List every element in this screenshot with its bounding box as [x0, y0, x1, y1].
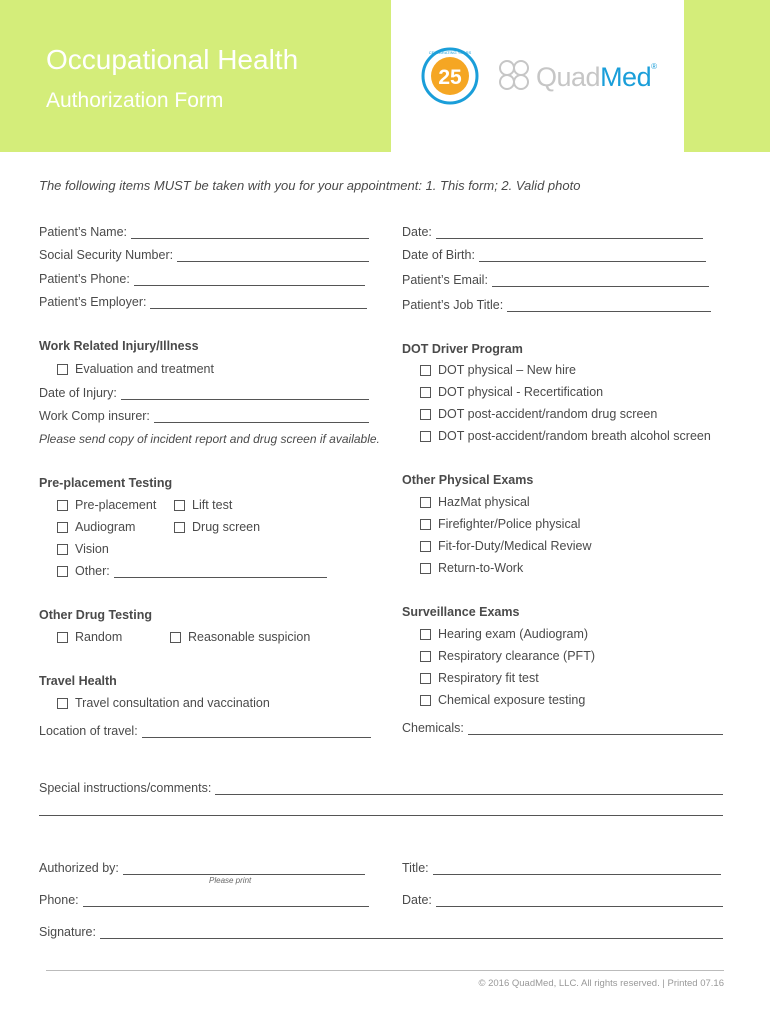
special-instructions-field[interactable]: Special instructions/comments: — [39, 781, 723, 795]
respiratory-clearance-checkbox[interactable]: Respiratory clearance (PFT) — [420, 649, 595, 663]
dot-new-hire-checkbox[interactable]: DOT physical – New hire — [420, 363, 576, 377]
dot-heading: DOT Driver Program — [402, 342, 523, 356]
header-band-right — [684, 0, 770, 152]
vision-checkbox[interactable]: Vision — [57, 542, 109, 556]
work-comp-insurer-field[interactable]: Work Comp insurer: — [39, 409, 369, 423]
patient-name-field[interactable]: Patient’s Name: — [39, 225, 369, 239]
travel-consultation-checkbox[interactable]: Travel consultation and vaccination — [57, 696, 270, 710]
checkbox-icon — [57, 698, 68, 709]
quadmed-symbol-icon — [496, 58, 534, 92]
evaluation-checkbox[interactable]: Evaluation and treatment — [57, 362, 214, 376]
checkbox-icon — [57, 522, 68, 533]
preplacement-checkbox[interactable]: Pre-placement — [57, 498, 156, 512]
dot-drug-screen-checkbox[interactable]: DOT post-accident/random drug screen — [420, 407, 657, 421]
checkbox-icon — [420, 387, 431, 398]
incident-report-note: Please send copy of incident report and drug screen if available. — [39, 432, 380, 446]
checkbox-icon — [170, 632, 181, 643]
checkbox-icon — [420, 431, 431, 442]
checkbox-icon — [57, 566, 68, 577]
checkbox-icon — [174, 522, 185, 533]
checkbox-icon — [57, 500, 68, 511]
title-field[interactable]: Title: — [402, 861, 721, 875]
travel-heading: Travel Health — [39, 674, 117, 688]
quadmed-logo: QuadMed® — [536, 62, 657, 92]
checkbox-icon — [420, 519, 431, 530]
work-injury-heading: Work Related Injury/Illness — [39, 339, 199, 353]
location-of-travel-field[interactable]: Location of travel: — [39, 724, 371, 738]
random-checkbox[interactable]: Random — [57, 630, 122, 644]
please-print-hint: Please print — [209, 876, 252, 885]
other-checkbox[interactable]: Other: — [57, 564, 327, 578]
patient-email-field[interactable]: Patient’s Email: — [402, 273, 709, 287]
checkbox-icon — [420, 673, 431, 684]
checkbox-icon — [57, 632, 68, 643]
checkbox-icon — [420, 365, 431, 376]
surveillance-heading: Surveillance Exams — [402, 605, 520, 619]
auth-date-field[interactable]: Date: — [402, 893, 723, 907]
checkbox-icon — [420, 409, 431, 420]
audiogram-checkbox[interactable]: Audiogram — [57, 520, 135, 534]
checkbox-icon — [420, 695, 431, 706]
header-band — [0, 0, 391, 152]
badge-ring-text: CELEBRATING YEARS — [428, 50, 472, 55]
other-physical-heading: Other Physical Exams — [402, 473, 534, 487]
drug-testing-heading: Other Drug Testing — [39, 608, 152, 622]
checkbox-icon — [420, 497, 431, 508]
chemical-exposure-checkbox[interactable]: Chemical exposure testing — [420, 693, 585, 707]
checkbox-icon — [420, 651, 431, 662]
checkbox-icon — [420, 629, 431, 640]
dot-recert-checkbox[interactable]: DOT physical - Recertification — [420, 385, 603, 399]
firefighter-checkbox[interactable]: Firefighter/Police physical — [420, 517, 580, 531]
chemicals-field[interactable]: Chemicals: — [402, 721, 723, 735]
checkbox-icon — [420, 541, 431, 552]
ssn-field[interactable]: Social Security Number: — [39, 248, 369, 262]
patient-employer-field[interactable]: Patient’s Employer: — [39, 295, 367, 309]
reasonable-suspicion-checkbox[interactable]: Reasonable suspicion — [170, 630, 310, 644]
lift-test-checkbox[interactable]: Lift test — [174, 498, 232, 512]
form-subtitle: Authorization Form — [46, 89, 224, 112]
patient-phone-field[interactable]: Patient’s Phone: — [39, 272, 365, 286]
drug-screen-checkbox[interactable]: Drug screen — [174, 520, 260, 534]
form-title: Occupational Health — [46, 44, 299, 75]
hearing-exam-checkbox[interactable]: Hearing exam (Audiogram) — [420, 627, 588, 641]
job-title-field[interactable]: Patient’s Job Title: — [402, 298, 711, 312]
return-to-work-checkbox[interactable]: Return-to-Work — [420, 561, 523, 575]
dob-field[interactable]: Date of Birth: — [402, 248, 706, 262]
authorized-by-field[interactable]: Authorized by: — [39, 861, 365, 875]
checkbox-icon — [420, 563, 431, 574]
checkbox-icon — [57, 364, 68, 375]
preplacement-heading: Pre-placement Testing — [39, 476, 173, 490]
respiratory-fit-checkbox[interactable]: Respiratory fit test — [420, 671, 539, 685]
copyright-footer: © 2016 QuadMed, LLC. All rights reserved. | Printed 07.16 — [478, 978, 724, 989]
footer-divider — [46, 970, 724, 971]
signature-field[interactable]: Signature: — [39, 925, 723, 939]
date-field[interactable]: Date: — [402, 225, 703, 239]
intro-text: The following items MUST be taken with you for your appointment: 1. This form; 2. Valid photo — [39, 178, 581, 193]
checkbox-icon — [57, 544, 68, 555]
anniversary-badge-icon — [421, 47, 479, 105]
dot-alcohol-screen-checkbox[interactable]: DOT post-accident/random breath alcohol screen — [420, 429, 711, 443]
auth-phone-field[interactable]: Phone: — [39, 893, 369, 907]
checkbox-icon — [174, 500, 185, 511]
hazmat-checkbox[interactable]: HazMat physical — [420, 495, 530, 509]
badge-number: 25 — [438, 66, 462, 89]
comments-second-line[interactable] — [39, 815, 723, 816]
date-of-injury-field[interactable]: Date of Injury: — [39, 386, 369, 400]
fit-for-duty-checkbox[interactable]: Fit-for-Duty/Medical Review — [420, 539, 592, 553]
